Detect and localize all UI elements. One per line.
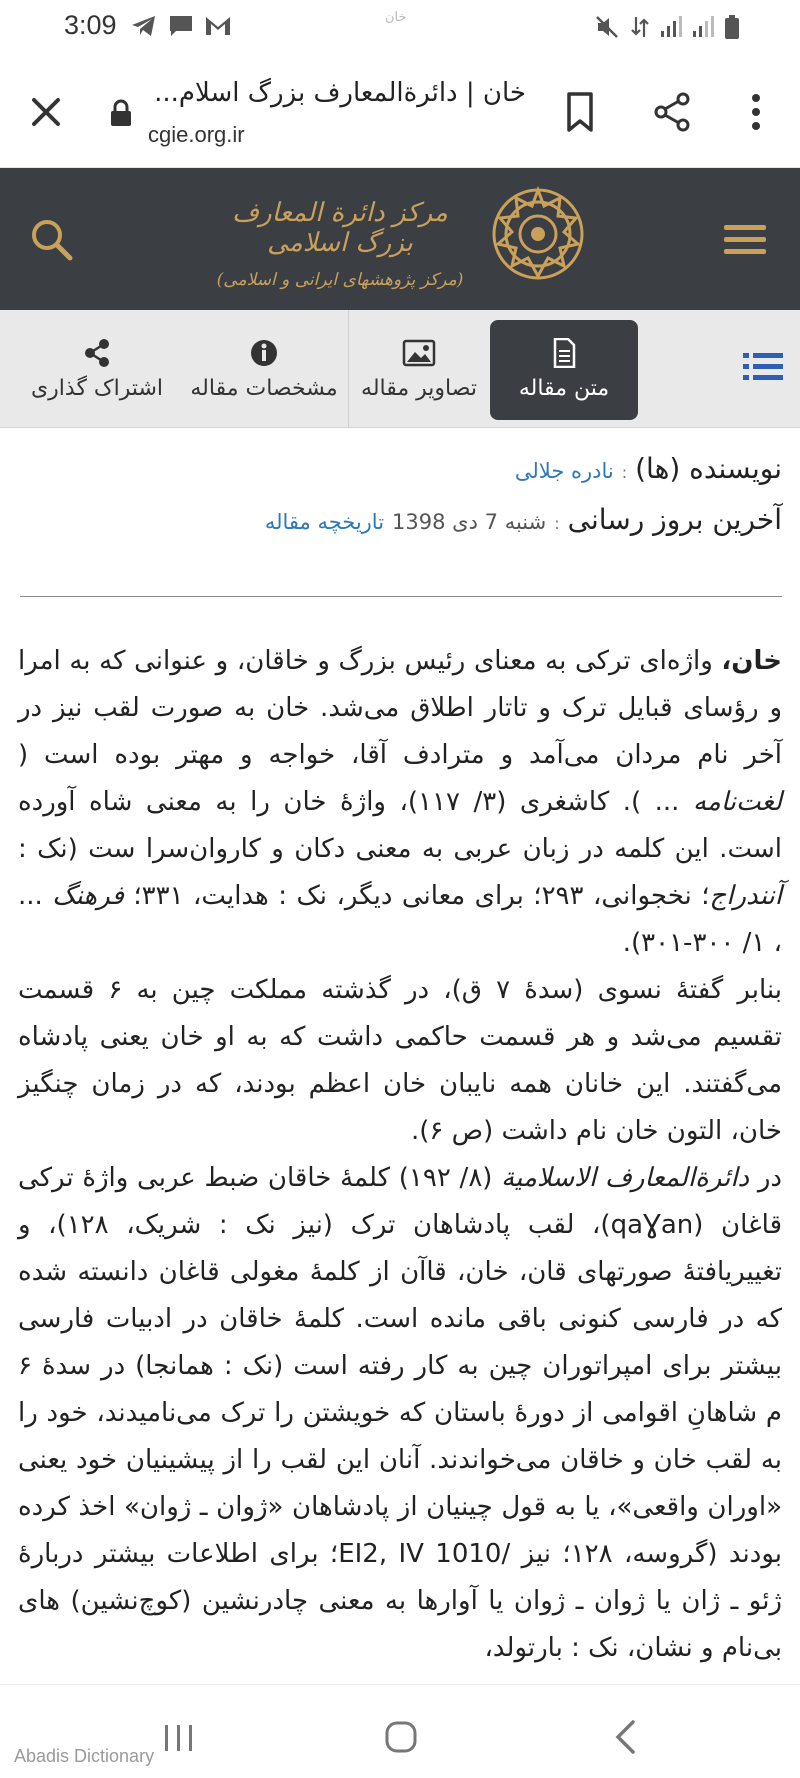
authors-label: نویسنده (ها) bbox=[635, 452, 782, 485]
text-run: واژه‌ای ترکی به معنای رئیس بزرگ و خاقان، و عنوانی که به امرا و رؤسای قبایل ترک و تاتار اطلاق می‌شد. خان به صورت لقب نیز در آخر نام مردان می‌آمد و مترادف آقا، خواجه و مهتر بوده است ( bbox=[18, 646, 782, 770]
tab-article-images[interactable] bbox=[352, 320, 486, 420]
updated-row bbox=[20, 503, 782, 536]
tab-article-info[interactable] bbox=[176, 320, 352, 420]
home-icon[interactable] bbox=[384, 1719, 418, 1755]
recent-apps-icon[interactable] bbox=[162, 1723, 196, 1753]
tab-label: متن مقاله bbox=[518, 376, 610, 401]
divider bbox=[20, 596, 782, 597]
article-paragraph: بنابر گفتۀ نسوی (سدۀ ۷ ق)، در گذشته مملکت چین به ۶ قسمت تقسیم می‌شد و هر قسمت حاکمی داشت که به او خان یعنی پادشاه می‌گفتند. این خانان همه نایبان خان اعظم بودند، که در زمان چنگیز خان، التون خان نام داشت (ص ۶). bbox=[18, 975, 782, 1146]
mute-icon bbox=[594, 14, 620, 40]
signal-icon bbox=[692, 15, 714, 39]
lock-icon bbox=[108, 98, 134, 128]
text-run: (۸/ ۱۹۲) کلمۀ خاقان ضبط عربی واژۀ ترکی قاغان (qaƔan)، لقب پادشاهان ترک (نیز نک : شریک، ۱۲۸)، و تغییریافتۀ صورتهای قان، خان، قاآن از کلمۀ مغولی قاغان دانسته شده که در فارسی کنونی باقی مانده است. کلمۀ خاقان در ادبیات فارسی بیشتر برای امپراتوران چین به کار رفته است (نک : همانجا) در سدۀ ۶ م شاهانِ اقوامی از دورۀ باستان که خویشتن را ترک می‌نامیدند، خود را به لقب خان و خاقان می‌خواندند. آنان این لقب را از پیشینیان خود یعنی «اوران واقعی»، یا به قول چینیان از پادشاهان «ژوان ـ ژوان» اخذ کرده بودند (گروسه، ۱۲۸؛ نیز /EI2, IV 1010؛ برای اطلاعات بیشتر دربارۀ ژئو ـ ژان یا ژوان ـ ژوان یا آوارها به معنی چادرنشین (کوچ‌نشین) های بی‌نام و نشان، نک : بارتولد، bbox=[18, 1163, 783, 1663]
chat-icon bbox=[168, 14, 194, 38]
tab-article-text[interactable] bbox=[490, 320, 638, 420]
text-run: ... ، ۱/ ۳۰۰-۳۰۱). bbox=[18, 881, 782, 958]
tab-label: اشتراک گذاری bbox=[30, 376, 164, 401]
authors-row bbox=[20, 452, 782, 485]
telegram-icon bbox=[130, 14, 158, 38]
status-bar bbox=[0, 0, 800, 56]
citation[interactable]: دائرةالمعارف الاسلامیة bbox=[501, 1163, 750, 1193]
back-icon[interactable] bbox=[612, 1719, 638, 1755]
status-time: 3:09 bbox=[64, 10, 117, 40]
text-run: ... ). کاشغری (۳/ ۱۱۷)، واژۀ خان را به معنی شاه آورده است. این کلمه در زبان عربی به معنی دکان و کاروان‌سرا ست (نک : bbox=[18, 787, 782, 864]
citation[interactable]: لغت‌نامه bbox=[692, 787, 782, 817]
share-icon bbox=[80, 338, 114, 368]
share-icon[interactable] bbox=[650, 90, 694, 134]
status-icons-left bbox=[130, 14, 232, 38]
gmail-icon bbox=[204, 14, 232, 38]
text-run: در bbox=[749, 1163, 782, 1193]
tab-share[interactable] bbox=[22, 320, 172, 420]
info-icon bbox=[247, 338, 281, 368]
logo-sub-text: (مرکز پژوهشهای ایرانی و اسلامی) bbox=[216, 270, 464, 290]
article-paragraph bbox=[18, 1155, 782, 1672]
page-url[interactable]: cgie.org.ir bbox=[148, 122, 245, 147]
text-run: ؛ نخجوانی، ۲۹۳؛ برای معانی دیگر، نک : هدایت، ۳۳۱؛ bbox=[123, 881, 710, 911]
close-icon[interactable] bbox=[26, 92, 66, 132]
article-meta bbox=[20, 428, 782, 536]
bookmark-icon[interactable] bbox=[560, 90, 600, 134]
logo-main-text: مرکز دائرة المعارف بزرگ اسلامی bbox=[232, 198, 448, 258]
article-body bbox=[18, 638, 782, 1672]
browser-bar bbox=[0, 56, 800, 168]
search-icon[interactable] bbox=[28, 216, 74, 262]
updated-label: آخرین بروز رسانی bbox=[567, 503, 782, 536]
article-paragraph bbox=[18, 638, 782, 967]
logo-emblem-icon[interactable] bbox=[488, 184, 588, 284]
status-center-text: خان bbox=[385, 10, 407, 25]
signal-icon bbox=[660, 15, 682, 39]
article-term: خان، bbox=[721, 646, 782, 676]
separator: : bbox=[621, 463, 628, 482]
more-options-icon[interactable] bbox=[740, 90, 772, 134]
battery-icon bbox=[724, 14, 740, 40]
image-icon bbox=[402, 338, 436, 368]
document-icon bbox=[547, 338, 581, 368]
site-logo-text[interactable] bbox=[210, 198, 470, 290]
citation[interactable]: فرهنگ bbox=[52, 881, 124, 911]
author-link[interactable]: نادره جلالی bbox=[514, 459, 614, 483]
hamburger-menu-icon[interactable] bbox=[722, 222, 768, 258]
citation[interactable]: آنندراج bbox=[709, 881, 782, 911]
history-link[interactable]: تاریخچه مقاله bbox=[264, 510, 385, 534]
page-title[interactable]: خان | دائرةالمعارف بزرگ اسلام... bbox=[154, 78, 526, 108]
watermark: Abadis Dictionary bbox=[14, 1746, 155, 1766]
tab-label: مشخصات مقاله bbox=[190, 376, 338, 401]
separator: : bbox=[554, 514, 560, 533]
updated-date: شنبه 7 دی 1398 bbox=[392, 510, 547, 534]
article-tab-bar bbox=[0, 310, 800, 428]
data-icon bbox=[630, 14, 650, 40]
tab-label: تصاویر مقاله bbox=[361, 376, 477, 401]
list-icon[interactable] bbox=[742, 350, 784, 384]
status-icons-right bbox=[594, 14, 740, 40]
site-header bbox=[0, 168, 800, 310]
